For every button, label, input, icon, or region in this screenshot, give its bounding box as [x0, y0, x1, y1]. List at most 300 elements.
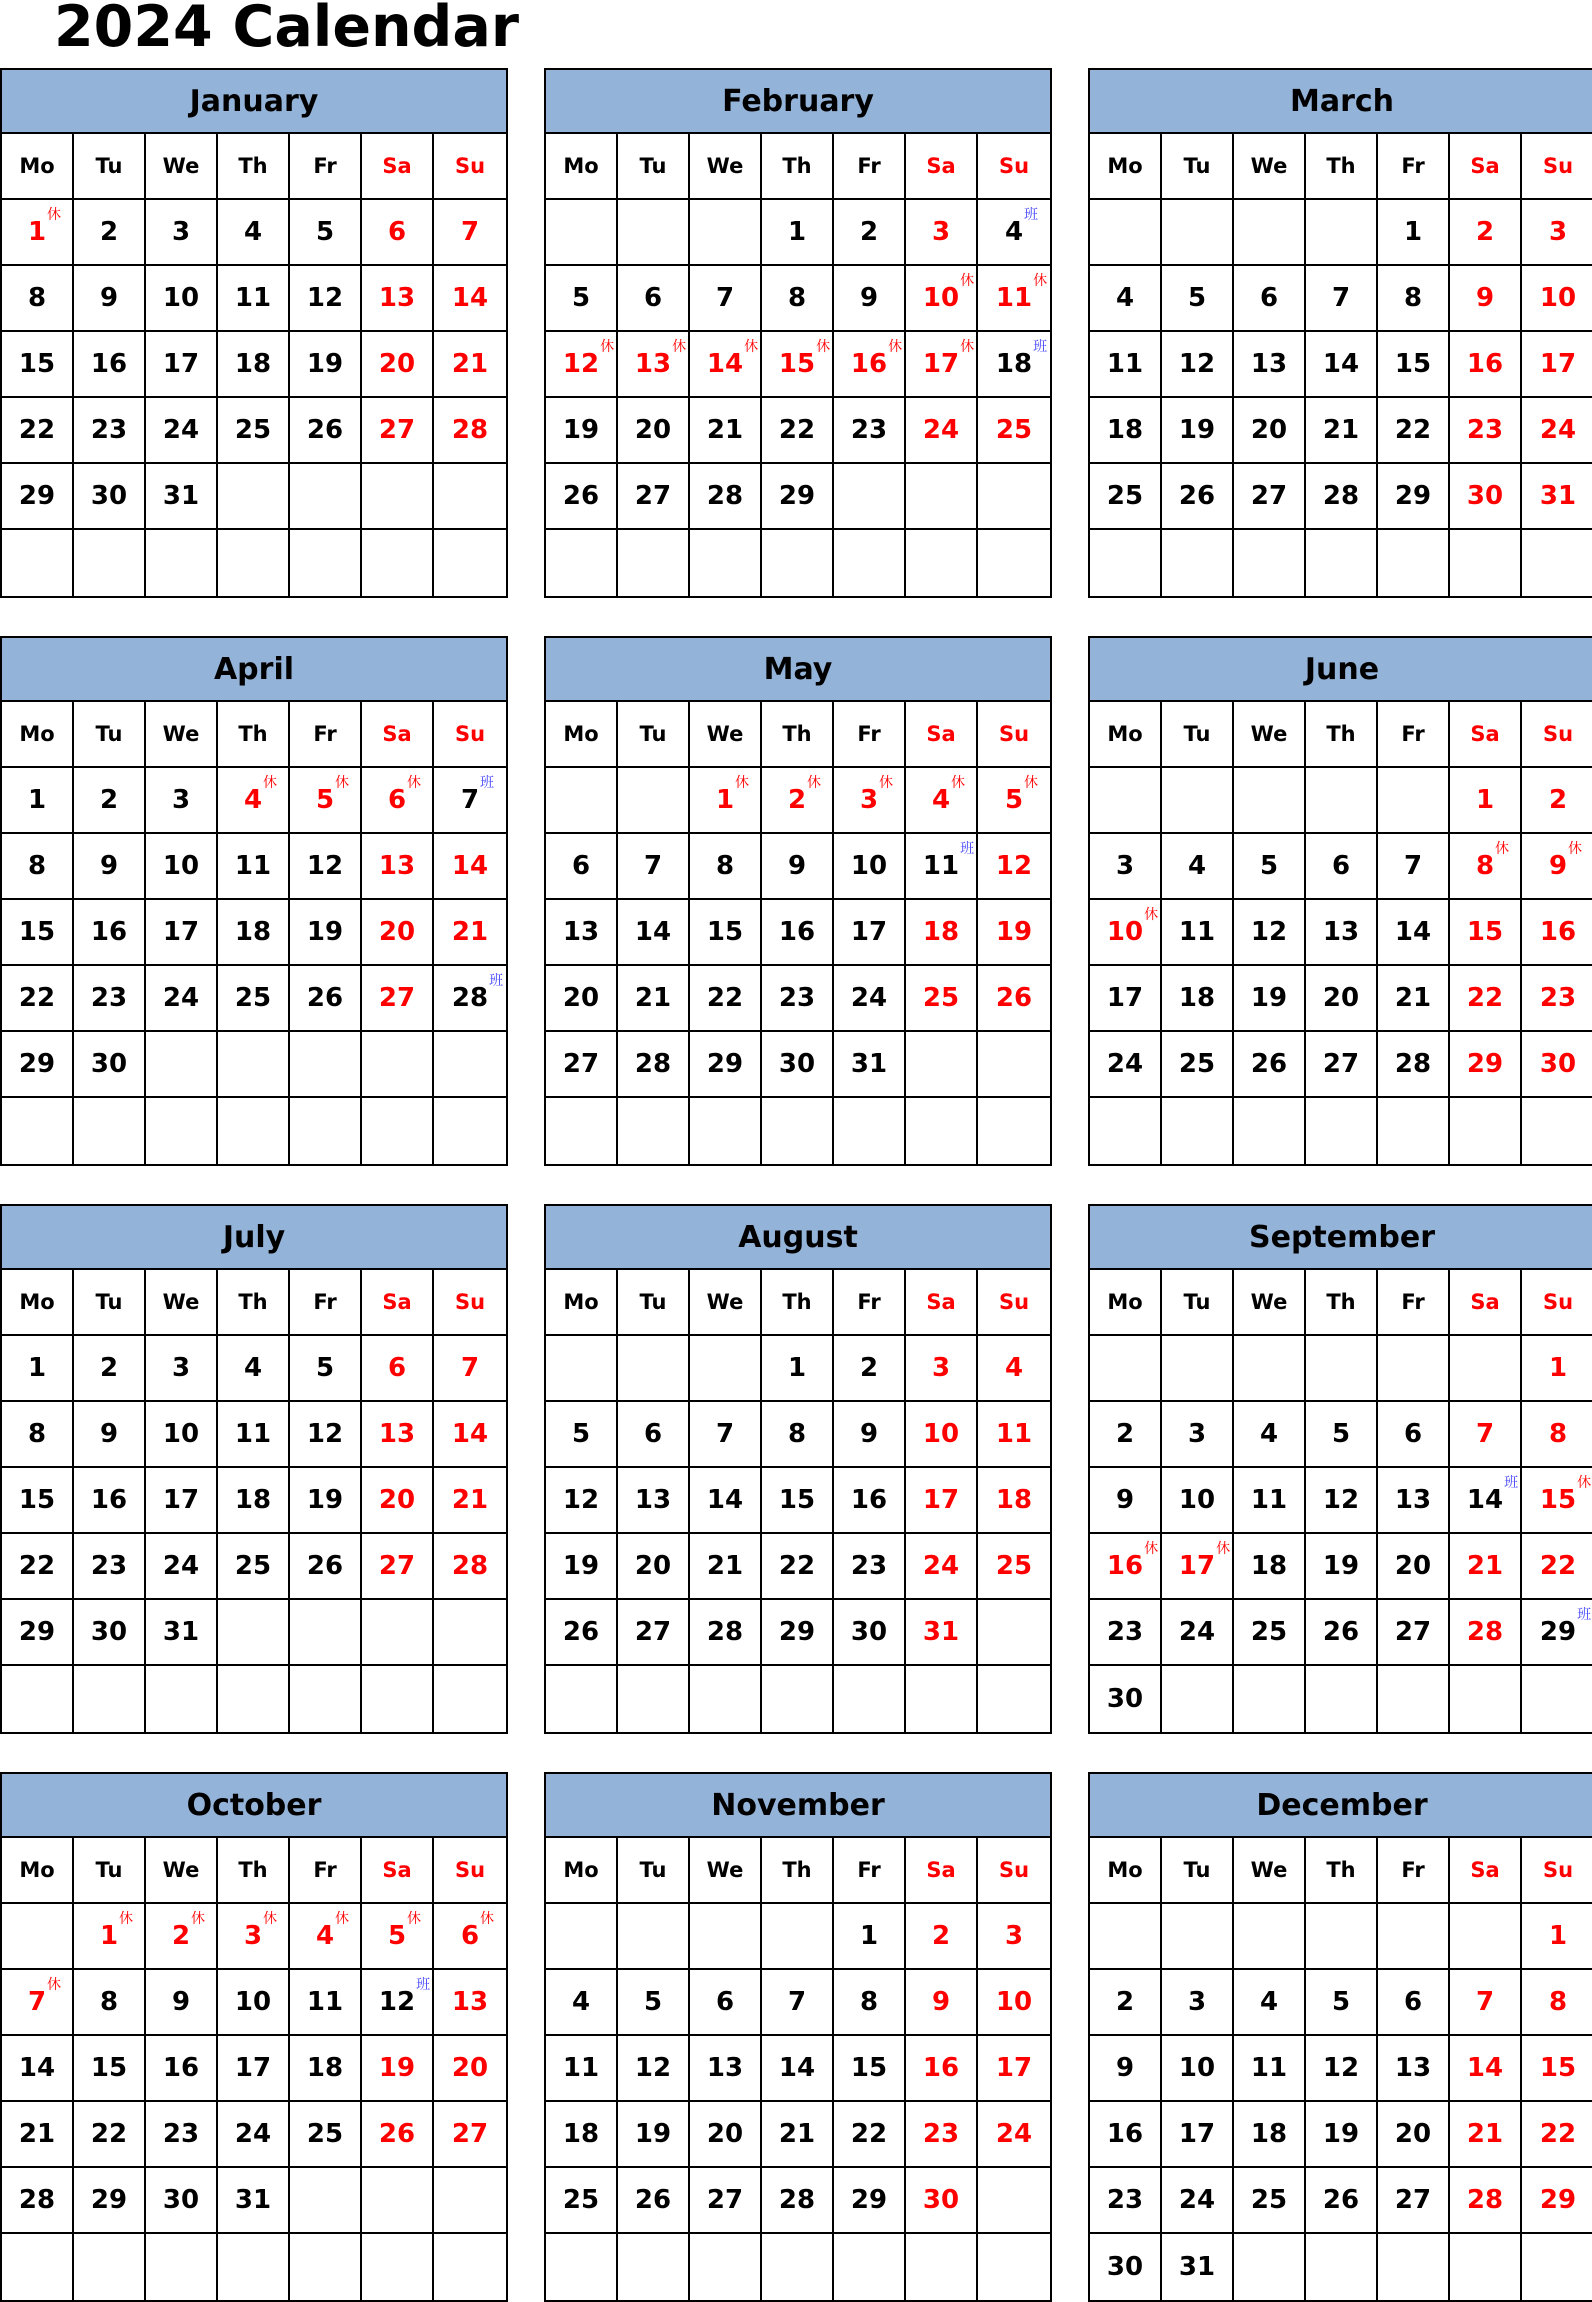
day-number: 27 — [451, 2119, 489, 2149]
day-cell — [906, 1970, 978, 2034]
day-number: 9 — [1475, 283, 1495, 313]
day-cell — [690, 2036, 762, 2100]
day-number: 21 — [778, 2119, 816, 2149]
day-cell — [1090, 1468, 1162, 1532]
weekday-header: Mo — [2, 1838, 74, 1902]
day-number: 21 — [18, 2119, 56, 2149]
weekday-header-row — [1090, 702, 1592, 768]
day-cell — [362, 200, 434, 264]
day-cell — [74, 2234, 146, 2300]
day-number: 3 — [171, 785, 191, 815]
day-cell — [1522, 464, 1592, 528]
day-cell — [1378, 768, 1450, 832]
day-number: 16 — [850, 1485, 888, 1515]
day-number: 5 — [643, 1987, 663, 2017]
day-cell — [1162, 332, 1234, 396]
day-cell — [1450, 834, 1522, 898]
day-cell — [1162, 1600, 1234, 1664]
weekday-header: Tu — [1162, 1270, 1234, 1334]
day-number: 31 — [850, 1049, 888, 1079]
day-cell — [618, 2036, 690, 2100]
weekday-header: Su — [998, 722, 1030, 746]
day-number: 28 班 — [451, 973, 504, 1013]
day-number: 4 — [571, 1987, 591, 2017]
day-cell — [1234, 1402, 1306, 1466]
week-row — [1090, 1468, 1592, 1534]
day-cell — [1162, 1904, 1234, 1968]
day-cell — [1306, 1600, 1378, 1664]
weekday-header: Tu — [618, 702, 690, 766]
day-cell — [218, 2168, 290, 2232]
day-number: 28 — [1322, 481, 1360, 511]
day-cell — [1162, 200, 1234, 264]
day-number: 2 — [1115, 1419, 1135, 1449]
day-cell — [762, 1098, 834, 1164]
day-number: 8 — [27, 1419, 47, 1449]
day-number: 3 — [1548, 217, 1568, 247]
weekday-header: Tu — [74, 1270, 146, 1334]
day-number: 16 — [1106, 2119, 1144, 2149]
day-number: 25 — [562, 2185, 600, 2215]
weekday-header: We — [690, 1838, 762, 1902]
day-cell — [1306, 2102, 1378, 2166]
day-cell — [690, 1904, 762, 1968]
holiday-mark: 休 — [480, 1911, 495, 1927]
day-cell — [1450, 1534, 1522, 1598]
day-number: 7 班 — [460, 775, 495, 815]
day-number: 30 — [1466, 481, 1504, 511]
month-title: July — [2, 1206, 506, 1270]
day-cell — [1522, 1970, 1592, 2034]
day-cell — [74, 530, 146, 596]
day-cell — [834, 200, 906, 264]
day-number: 21 — [451, 917, 489, 947]
day-number: 11 班 — [922, 841, 975, 881]
day-number: 28 — [1466, 2185, 1504, 2215]
week-row — [1090, 530, 1592, 596]
day-cell — [290, 2036, 362, 2100]
holiday-mark: 休 — [119, 1911, 134, 1927]
day-cell — [1450, 1468, 1522, 1532]
day-cell — [1162, 1336, 1234, 1400]
day-cell — [690, 1666, 762, 1732]
day-cell — [546, 1534, 618, 1598]
weekday-header: Mo — [546, 1270, 618, 1334]
holiday-mark: 休 — [47, 1977, 62, 1993]
week-row — [2, 1468, 506, 1534]
day-cell — [906, 768, 978, 832]
day-number: 30 — [778, 1049, 816, 1079]
day-number: 19 — [306, 1485, 344, 1515]
day-cell — [1234, 530, 1306, 596]
day-cell — [978, 1336, 1050, 1400]
day-cell — [1090, 464, 1162, 528]
day-number: 5 — [315, 217, 335, 247]
day-cell — [906, 2168, 978, 2232]
day-cell — [1234, 2234, 1306, 2300]
week-row — [2, 200, 506, 266]
weekday-header: Th — [762, 1838, 834, 1902]
weekday-header: Fr — [1378, 134, 1450, 198]
day-cell — [762, 530, 834, 596]
day-number: 17 休 — [922, 339, 975, 379]
day-number: 30 — [850, 1617, 888, 1647]
day-number: 20 — [1394, 1551, 1432, 1581]
day-number: 27 — [378, 1551, 416, 1581]
day-number: 10 — [995, 1987, 1033, 2017]
day-cell — [434, 200, 506, 264]
day-number: 29 — [706, 1049, 744, 1079]
day-number: 9 — [787, 851, 807, 881]
day-cell — [1450, 900, 1522, 964]
holiday-mark: 休 — [672, 339, 687, 355]
day-number: 4 班 — [1004, 207, 1039, 247]
day-cell — [146, 1600, 218, 1664]
day-cell — [2, 1468, 74, 1532]
day-cell — [290, 1666, 362, 1732]
day-cell — [1450, 2168, 1522, 2232]
day-cell — [1234, 1468, 1306, 1532]
day-cell — [74, 2036, 146, 2100]
day-number: 17 — [1178, 2119, 1216, 2149]
day-number: 23 — [162, 2119, 200, 2149]
weekday-header: Su — [1542, 722, 1574, 746]
day-cell — [290, 834, 362, 898]
day-cell — [146, 1098, 218, 1164]
day-number: 24 — [234, 2119, 272, 2149]
day-cell — [74, 834, 146, 898]
day-number: 16 休 — [850, 339, 903, 379]
day-cell — [1090, 1402, 1162, 1466]
day-number: 8 — [27, 283, 47, 313]
day-number: 18 — [995, 1485, 1033, 1515]
day-cell — [618, 900, 690, 964]
holiday-mark: 休 — [951, 775, 966, 791]
day-number: 4 休 — [243, 775, 278, 815]
day-number: 26 — [378, 2119, 416, 2149]
month-title: October — [2, 1774, 506, 1838]
day-number: 22 — [1466, 983, 1504, 1013]
day-cell — [1378, 966, 1450, 1030]
day-cell — [762, 464, 834, 528]
weekday-header: Sa — [362, 1838, 434, 1902]
day-cell — [978, 464, 1050, 528]
day-number: 12 休 — [562, 339, 615, 379]
week-row — [1090, 966, 1592, 1032]
weekday-header-row — [1090, 134, 1592, 200]
day-cell — [1306, 464, 1378, 528]
day-cell — [1378, 464, 1450, 528]
weekday-header: We — [690, 702, 762, 766]
day-number: 25 — [306, 2119, 344, 2149]
week-row — [546, 768, 1050, 834]
day-cell — [146, 464, 218, 528]
day-number: 21 — [706, 415, 744, 445]
day-cell — [618, 2168, 690, 2232]
day-cell — [1162, 2168, 1234, 2232]
day-number: 29 — [850, 2185, 888, 2215]
day-cell — [290, 266, 362, 330]
day-number: 9 — [859, 283, 879, 313]
day-cell — [978, 2036, 1050, 2100]
day-cell — [362, 398, 434, 462]
day-number: 6 — [1259, 283, 1279, 313]
day-cell — [1162, 1666, 1234, 1732]
week-row — [1090, 1336, 1592, 1402]
day-cell — [1234, 2102, 1306, 2166]
week-row — [2, 1402, 506, 1468]
day-cell — [906, 834, 978, 898]
weekday-header: Su — [454, 154, 486, 178]
day-number: 7 — [643, 851, 663, 881]
day-cell — [690, 1534, 762, 1598]
weekday-header-row — [546, 134, 1050, 200]
day-number: 28 — [634, 1049, 672, 1079]
day-number: 28 — [1466, 1617, 1504, 1647]
day-cell — [1378, 1402, 1450, 1466]
day-number: 28 — [451, 1551, 489, 1581]
day-cell — [834, 332, 906, 396]
day-number: 13 — [1394, 2053, 1432, 2083]
day-cell — [690, 966, 762, 1030]
day-cell — [434, 1032, 506, 1096]
day-number: 8 — [859, 1987, 879, 2017]
day-cell — [1522, 1336, 1592, 1400]
day-cell — [2, 900, 74, 964]
day-cell — [146, 2168, 218, 2232]
week-row — [1090, 200, 1592, 266]
week-row — [1090, 398, 1592, 464]
day-number: 17 — [922, 1485, 960, 1515]
week-row — [1090, 1600, 1592, 1666]
weekday-header: Th — [1306, 702, 1378, 766]
day-number: 5 — [1331, 1419, 1351, 1449]
week-row — [2, 2036, 506, 2102]
day-cell — [834, 2102, 906, 2166]
holiday-mark: 休 — [1144, 907, 1159, 923]
day-cell — [1522, 266, 1592, 330]
day-number: 2 — [1548, 785, 1568, 815]
day-cell — [690, 464, 762, 528]
day-cell — [362, 1402, 434, 1466]
day-cell — [1162, 900, 1234, 964]
day-number: 2 — [931, 1921, 951, 1951]
day-number: 17 — [995, 2053, 1033, 2083]
day-cell — [146, 1904, 218, 1968]
day-cell — [1450, 464, 1522, 528]
day-cell — [1090, 1666, 1162, 1732]
week-row — [2, 530, 506, 596]
weekday-header: Su — [1542, 1290, 1574, 1314]
day-cell — [74, 266, 146, 330]
day-number: 15 — [1394, 349, 1432, 379]
day-cell — [978, 900, 1050, 964]
day-cell — [2, 1098, 74, 1164]
day-cell — [1090, 1336, 1162, 1400]
day-number: 16 — [1539, 917, 1577, 947]
day-cell — [1522, 398, 1592, 462]
day-number: 24 — [162, 415, 200, 445]
day-number: 24 — [922, 1551, 960, 1581]
day-number: 2 — [99, 217, 119, 247]
day-number: 4 — [1259, 1987, 1279, 2017]
day-cell — [434, 768, 506, 832]
day-number: 12 班 — [378, 1977, 431, 2017]
day-cell — [434, 1336, 506, 1400]
day-number: 30 — [1106, 2252, 1144, 2282]
workday-mark: 班 — [480, 775, 495, 791]
month-title: February — [546, 70, 1050, 134]
day-cell — [906, 2036, 978, 2100]
day-cell — [1234, 1032, 1306, 1096]
day-number: 11 — [1106, 349, 1144, 379]
day-number: 12 — [1250, 917, 1288, 947]
holiday-mark: 休 — [735, 775, 750, 791]
day-number: 9 — [99, 851, 119, 881]
workday-mark: 班 — [1033, 339, 1048, 355]
weekday-header: Sa — [362, 134, 434, 198]
day-number: 19 — [306, 917, 344, 947]
day-cell — [906, 332, 978, 396]
day-cell — [362, 332, 434, 396]
day-number: 11 — [1250, 1485, 1288, 1515]
day-cell — [1234, 332, 1306, 396]
day-cell — [762, 1666, 834, 1732]
day-cell — [546, 2234, 618, 2300]
day-cell — [74, 1904, 146, 1968]
day-number: 10 — [162, 283, 200, 313]
day-cell — [1162, 1468, 1234, 1532]
day-cell — [218, 1098, 290, 1164]
day-cell — [290, 2168, 362, 2232]
day-cell — [2, 398, 74, 462]
day-cell — [218, 200, 290, 264]
day-cell — [762, 398, 834, 462]
day-number: 7 — [460, 217, 480, 247]
day-cell — [74, 1666, 146, 1732]
day-cell — [290, 1468, 362, 1532]
weekday-header: Sa — [1450, 1270, 1522, 1334]
day-number: 6 休 — [387, 775, 422, 815]
weekday-header: Fr — [834, 1270, 906, 1334]
holiday-mark: 休 — [879, 775, 894, 791]
weekday-header: Su — [454, 1858, 486, 1882]
day-cell — [1090, 768, 1162, 832]
day-number: 23 — [850, 1551, 888, 1581]
day-number: 9 — [99, 283, 119, 313]
day-cell — [1450, 768, 1522, 832]
day-number: 29 班 — [1539, 1607, 1592, 1647]
day-number: 8 — [99, 1987, 119, 2017]
month-february — [544, 68, 1052, 598]
day-number: 23 — [90, 415, 128, 445]
holiday-mark: 休 — [191, 1911, 206, 1927]
week-row — [2, 464, 506, 530]
day-cell — [74, 1468, 146, 1532]
holiday-mark: 休 — [1033, 273, 1048, 289]
day-cell — [146, 2102, 218, 2166]
day-number: 13 — [378, 1419, 416, 1449]
day-number: 13 — [378, 851, 416, 881]
day-cell — [1378, 1336, 1450, 1400]
day-number: 17 — [162, 1485, 200, 1515]
day-number: 13 休 — [634, 339, 687, 379]
day-cell — [690, 2234, 762, 2300]
day-number: 23 — [1106, 1617, 1144, 1647]
day-cell — [834, 1666, 906, 1732]
weekday-header-row — [2, 1838, 506, 1904]
day-number: 1 — [1548, 1921, 1568, 1951]
month-january — [0, 68, 508, 598]
day-cell — [546, 332, 618, 396]
day-cell — [1306, 834, 1378, 898]
day-number: 14 班 — [1466, 1475, 1519, 1515]
day-cell — [690, 1402, 762, 1466]
day-cell — [290, 1904, 362, 1968]
day-number: 23 — [1106, 2185, 1144, 2215]
day-number: 3 — [171, 217, 191, 247]
day-cell — [978, 1032, 1050, 1096]
day-number: 17 — [1106, 983, 1144, 1013]
day-cell — [1378, 1098, 1450, 1164]
day-number: 2 — [859, 217, 879, 247]
day-cell — [978, 200, 1050, 264]
day-cell — [1378, 398, 1450, 462]
day-cell — [290, 966, 362, 1030]
day-cell — [434, 1468, 506, 1532]
day-number: 30 — [1106, 1684, 1144, 1714]
day-number: 2 休 — [171, 1911, 206, 1951]
week-row — [2, 1904, 506, 1970]
weekday-header: Mo — [2, 702, 74, 766]
week-row — [2, 1336, 506, 1402]
week-row — [1090, 2234, 1592, 2300]
day-cell — [834, 1600, 906, 1664]
day-cell — [1306, 966, 1378, 1030]
day-cell — [1090, 398, 1162, 462]
day-cell — [362, 900, 434, 964]
day-cell — [2, 966, 74, 1030]
day-cell — [1522, 1666, 1592, 1732]
day-cell — [618, 1970, 690, 2034]
day-cell — [906, 2102, 978, 2166]
day-cell — [834, 1402, 906, 1466]
weekday-header: Mo — [1090, 702, 1162, 766]
week-row — [546, 1336, 1050, 1402]
day-cell — [978, 1534, 1050, 1598]
day-cell — [362, 1534, 434, 1598]
day-number: 4 — [243, 217, 263, 247]
day-cell — [690, 266, 762, 330]
day-cell — [618, 1534, 690, 1598]
day-cell — [362, 1032, 434, 1096]
day-cell — [74, 1336, 146, 1400]
day-number: 24 — [1106, 1049, 1144, 1079]
day-cell — [690, 1032, 762, 1096]
day-number: 30 — [90, 1049, 128, 1079]
day-cell — [546, 1032, 618, 1096]
weekday-header: Sa — [906, 1838, 978, 1902]
day-cell — [74, 768, 146, 832]
day-cell — [362, 834, 434, 898]
day-number: 31 — [162, 1617, 200, 1647]
day-cell — [146, 1666, 218, 1732]
day-cell — [1162, 266, 1234, 330]
day-cell — [1090, 2102, 1162, 2166]
day-number: 16 — [90, 349, 128, 379]
day-cell — [690, 2168, 762, 2232]
workday-mark: 班 — [416, 1977, 431, 1993]
